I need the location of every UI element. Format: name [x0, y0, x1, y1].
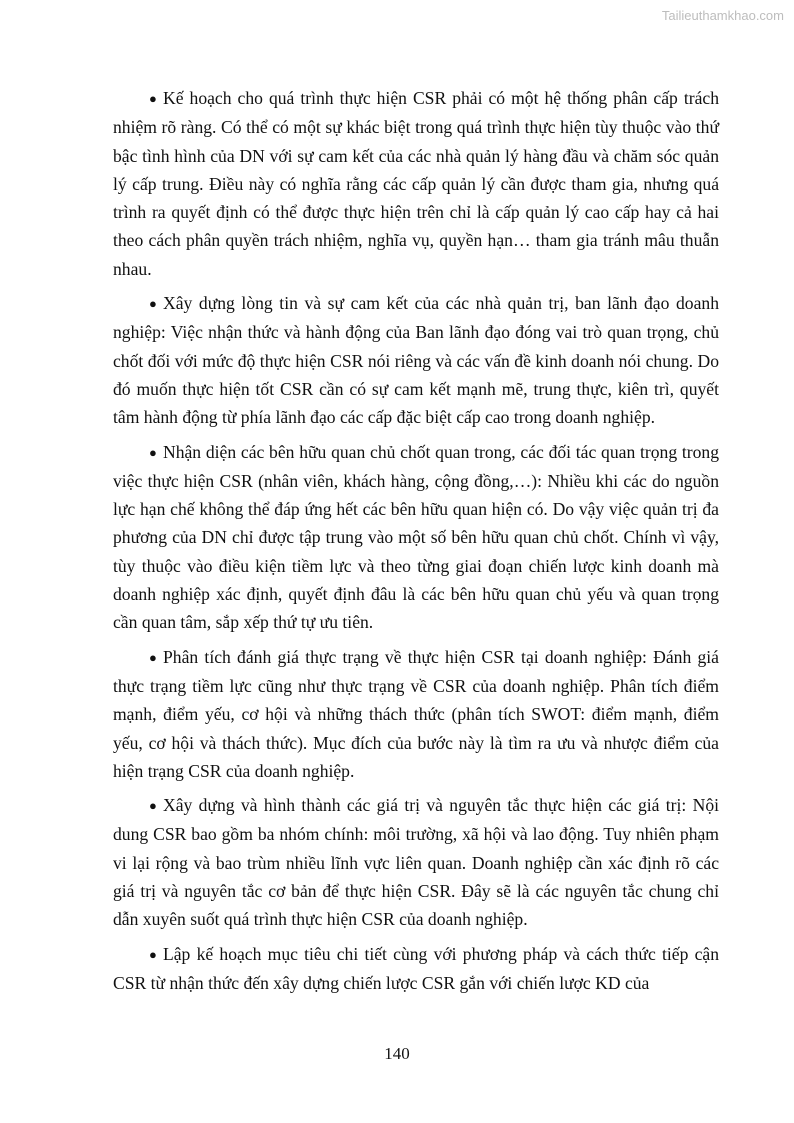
- document-body: [113, 84, 719, 1003]
- bullet-paragraph: [113, 289, 719, 431]
- bullet-paragraph: [113, 438, 719, 637]
- bullet-icon: ●: [149, 798, 157, 814]
- page-number: 140: [384, 1044, 410, 1063]
- bullet-icon: ●: [149, 444, 157, 460]
- bullet-paragraph: [113, 643, 719, 785]
- bullet-icon: ●: [149, 946, 157, 962]
- paragraph-text: Nhận diện các bên hữu quan chủ chốt quan trong, các đối tác quan trọng trong việc thực hiện CSR (nhân viên, khách hàng, cộng đồng,…): Nhiều khi các do nguồn lực hạn chế không thể đáp ứng hết các bên hữu quan hiện có. Do vậy việc quản trị đa phương của DN chỉ được tập trung vào một số bên hữu quan chủ chốt. Chính vì vậy, tùy thuộc vào điều kiện tiềm lực và theo từng giai đoạn chiến lược kinh doanh mà doanh nghiệp xác định, quyết định đâu là các bên hữu quan chủ yếu và quan trọng cần quan tâm, sắp xếp thứ tự ưu tiên.: [113, 441, 719, 633]
- paragraph-text: Kế hoạch cho quá trình thực hiện CSR phải có một hệ thống phân cấp trách nhiệm rõ ràng. Có thể có một sự khác biệt trong quá trình thực hiện tùy thuộc vào thứ bậc tình hình của DN với sự cam kết của các nhà quản lý hàng đầu và chăm sóc quản lý cấp trung. Điều này có nghĩa rằng các cấp quản lý cần được tham gia, nhưng quá trình ra quyết định có thể được thực hiện trên chỉ là cấp quản lý cao cấp hay cả hai theo cách phân quyền trách nhiệm, nghĩa vụ, quyền hạn… tham gia tránh mâu thuẫn nhau.: [113, 88, 719, 279]
- paragraph-text: Lập kế hoạch mục tiêu chi tiết cùng với phương pháp và cách thức tiếp cận CSR từ nhận thức đến xây dựng chiến lược CSR gắn với chiến lược KD của: [113, 943, 719, 993]
- paragraph-text: Phân tích đánh giá thực trạng về thực hiện CSR tại doanh nghiệp: Đánh giá thực trạng tiềm lực cũng như thực trạng về CSR của doanh nghiệp. Phân tích điểm mạnh, điểm yếu, cơ hội và những thách thức (phân tích SWOT: điểm mạnh, điểm yếu, cơ hội và thách thức). Mục đích của bước này là tìm ra ưu và nhược điểm của hiện trạng CSR của doanh nghiệp.: [113, 646, 719, 781]
- bullet-paragraph: [113, 84, 719, 283]
- bullet-icon: ●: [149, 91, 157, 106]
- bullet-icon: ●: [149, 649, 157, 665]
- bullet-paragraph: [113, 791, 719, 933]
- paragraph-text: Xây dựng lòng tin và sự cam kết của các nhà quản trị, ban lãnh đạo doanh nghiệp: Việc nhận thức và hành động của Ban lãnh đạo đóng vai trò quan trọng, chủ chốt đối với mức độ thực hiện CSR nói riêng và các vấn đề kinh doanh nói chung. Do đó muốn thực hiện tốt CSR cần có sự cam kết mạnh mẽ, trung thực, kiên trì, quyết tâm hành động từ phía lãnh đạo các cấp đặc biệt cấp cao trong doanh nghiệp.: [113, 293, 719, 428]
- paragraph-text: Xây dựng và hình thành các giá trị và nguyên tắc thực hiện các giá trị: Nội dung CSR bao gồm ba nhóm chính: môi trường, xã hội và lao động. Tuy nhiên phạm vi lại rộng và bao trùm nhiều lĩnh vực liên quan. Doanh nghiệp cần xác định rõ các giá trị và nguyên tắc cơ bản để thực hiện CSR. Đây sẽ là các nguyên tắc chung chỉ dẫn xuyên suốt quá trình thực hiện CSR của doanh nghiệp.: [113, 795, 719, 930]
- bullet-paragraph: [113, 940, 719, 998]
- bullet-icon: ●: [149, 296, 157, 312]
- watermark: Tailieuthamkhao.com: [661, 8, 784, 23]
